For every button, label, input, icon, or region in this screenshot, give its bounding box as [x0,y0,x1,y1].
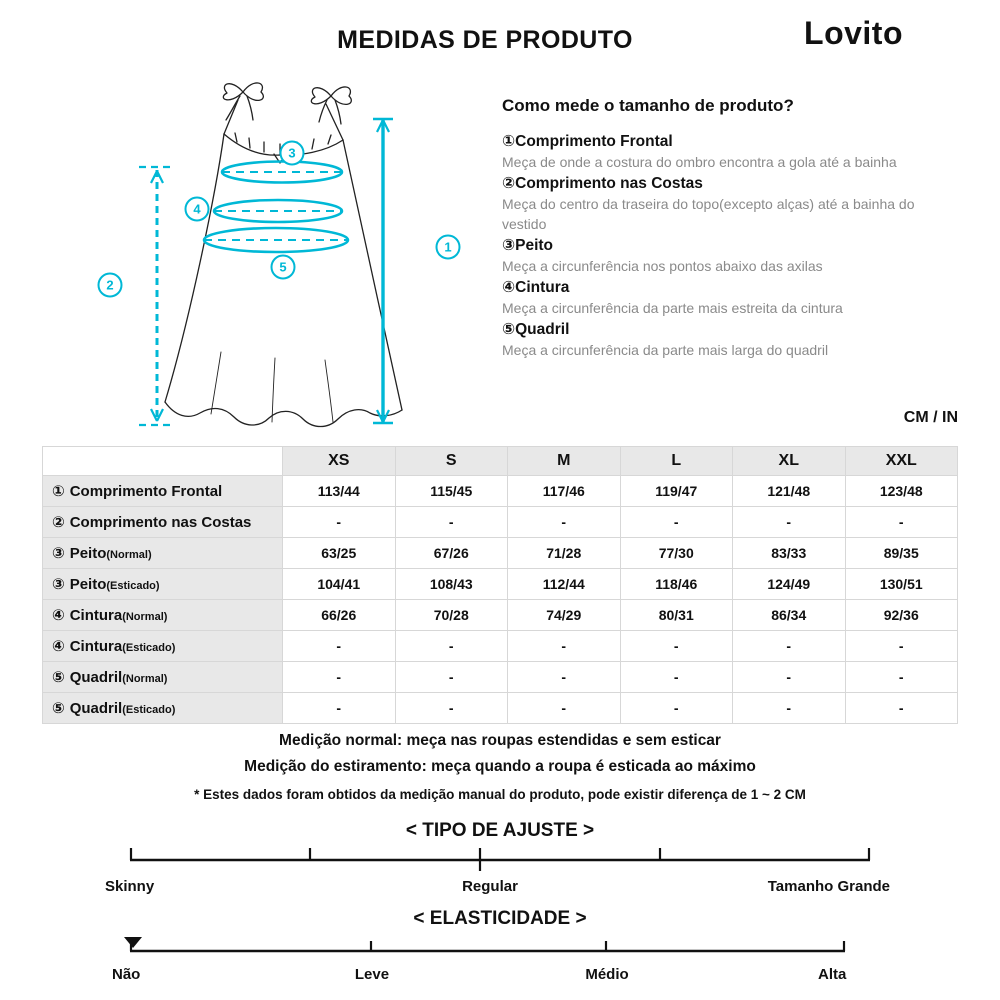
svg-text:2: 2 [106,277,114,293]
guide-item-desc: Meça do centro da traseira do topo(excepto alças) até a bainha do vestido [502,196,915,232]
diagram-callouts [99,142,460,297]
guide-item-desc: Meça a circunferência da parte mais estreita da cintura [502,300,843,316]
corner-cell [43,447,283,476]
size-value: - [845,662,958,693]
hip-ellipse [204,228,348,252]
guide-item-desc: Meça a circunferência da parte mais larga do quadril [502,342,829,358]
callout-5-icon [272,256,295,279]
size-value: 115/45 [395,476,508,507]
size-value: - [508,662,621,693]
table-row [43,476,958,507]
table-row [43,569,958,600]
dress-measurement-diagram [75,70,475,440]
table-row [43,538,958,569]
size-value: 66/26 [283,600,396,631]
size-value: - [845,507,958,538]
guide-item-label: ①Comprimento Frontal [502,133,673,150]
fit-type-axis-line [0,846,1000,876]
column-header: XS [283,447,396,476]
size-value: 70/28 [395,600,508,631]
size-table-header-row [43,447,958,476]
fit-label-skinny: Skinny [105,878,155,895]
guide-item [502,277,936,318]
size-value: 63/25 [283,538,396,569]
bust-ellipse [222,162,342,183]
guide-item-desc: Meça de onde a costura do ombro encontra a gola até a bainha [502,154,897,170]
guide-item-label: ④Cintura [502,279,570,296]
guide-item [502,235,936,276]
elasticity-label-medio: Médio [585,966,629,983]
size-value: 77/30 [620,538,733,569]
size-value: - [395,693,508,724]
fit-type-title: < TIPO DE AJUSTE > [405,820,595,841]
elasticity-axis [0,934,1000,984]
row-label: ② Comprimento nas Costas [43,507,283,538]
size-value: - [508,507,621,538]
guide-item [502,319,936,360]
size-value: - [395,631,508,662]
size-value: 130/51 [845,569,958,600]
svg-text:1: 1 [444,239,452,255]
size-value: 121/48 [733,476,846,507]
guide-item [502,131,936,172]
measure-guide [502,96,936,361]
size-value: - [283,693,396,724]
size-value: - [508,693,621,724]
size-value: 86/34 [733,600,846,631]
fit-label-tamanho-grande: Tamanho Grande [767,878,890,895]
svg-text:4: 4 [193,201,201,217]
dress-illustration [75,70,475,440]
guide-item-label: ⑤Quadril [502,321,570,338]
size-value: - [620,693,733,724]
svg-text:5: 5 [279,259,287,275]
size-value: - [620,631,733,662]
callout-4-icon [186,198,209,221]
table-row [43,507,958,538]
note-normal: Medição normal: meça nas roupas estendidas e sem esticar [279,732,721,749]
table-row [43,600,958,631]
elasticity-axis-line [0,934,1000,966]
size-value: 123/48 [845,476,958,507]
note-stretch: Medição do estiramento: meça quando a roupa é esticada ao máximo [244,758,756,775]
size-value: - [395,662,508,693]
elasticity-title: < ELASTICIDADE > [413,908,587,929]
table-row [43,631,958,662]
callout-1-icon [437,236,460,259]
column-header: S [395,447,508,476]
callout-2-icon [99,274,122,297]
elasticity-label-alta: Alta [818,966,847,983]
row-label: ④ Cintura(Esticado) [43,631,283,662]
column-header: M [508,447,621,476]
column-header: XXL [845,447,958,476]
measurement-notes [0,732,1000,802]
note-disclaimer: * Estes dados foram obtidos da medição manual do produto, pode existir diferença de 1 ~ 2 CM [194,787,806,802]
elasticity-label-leve: Leve [354,966,390,983]
size-value: - [845,693,958,724]
table-row [43,693,958,724]
svg-text:3: 3 [288,145,296,161]
size-value: 118/46 [620,569,733,600]
waist-ellipse [214,200,342,222]
size-value: - [283,662,396,693]
row-label: ③ Peito(Esticado) [43,569,283,600]
size-value: 108/43 [395,569,508,600]
size-value: 124/49 [733,569,846,600]
column-header: XL [733,447,846,476]
table-row [43,662,958,693]
elasticity-scale [0,908,1000,984]
callout-3-icon [281,142,304,165]
size-value: - [508,631,621,662]
elasticity-label-nao: Não [112,966,141,983]
fit-type-axis [0,846,1000,896]
guide-item-desc: Meça a circunferência nos pontos abaixo das axilas [502,258,823,274]
size-value: - [620,662,733,693]
size-value: 112/44 [508,569,621,600]
size-value: 104/41 [283,569,396,600]
size-value: - [733,662,846,693]
size-value: 71/28 [508,538,621,569]
row-label: ⑤ Quadril(Normal) [43,662,283,693]
guide-title: Como mede o tamanho de produto? [502,96,794,115]
units-label: CM / IN [903,409,958,426]
size-value: - [845,631,958,662]
page-title: MEDIDAS DE PRODUTO [337,26,633,54]
guide-item [502,173,936,234]
size-value: - [395,507,508,538]
size-value: 80/31 [620,600,733,631]
row-label: ③ Peito(Normal) [43,538,283,569]
size-value: 113/44 [283,476,396,507]
elasticity-marker-icon [124,937,142,948]
guide-item-label: ②Comprimento nas Costas [502,175,703,192]
size-table [42,446,958,724]
measurement-overlays [139,119,393,425]
guide-item-label: ③Peito [502,237,554,254]
size-value: - [733,693,846,724]
front-length-line [373,119,393,423]
size-value: 119/47 [620,476,733,507]
size-value: - [283,631,396,662]
size-value: 83/33 [733,538,846,569]
size-value: - [733,507,846,538]
brand-logo: Lovito [804,15,903,51]
size-value: 92/36 [845,600,958,631]
size-value: - [283,507,396,538]
column-header: L [620,447,733,476]
size-value: - [733,631,846,662]
size-value: 89/35 [845,538,958,569]
size-value: - [620,507,733,538]
fit-label-regular: Regular [462,878,518,895]
size-value: 67/26 [395,538,508,569]
row-label: ④ Cintura(Normal) [43,600,283,631]
size-value: 117/46 [508,476,621,507]
row-label: ① Comprimento Frontal [43,476,283,507]
fit-type-scale [0,820,1000,896]
row-label: ⑤ Quadril(Esticado) [43,693,283,724]
size-value: 74/29 [508,600,621,631]
